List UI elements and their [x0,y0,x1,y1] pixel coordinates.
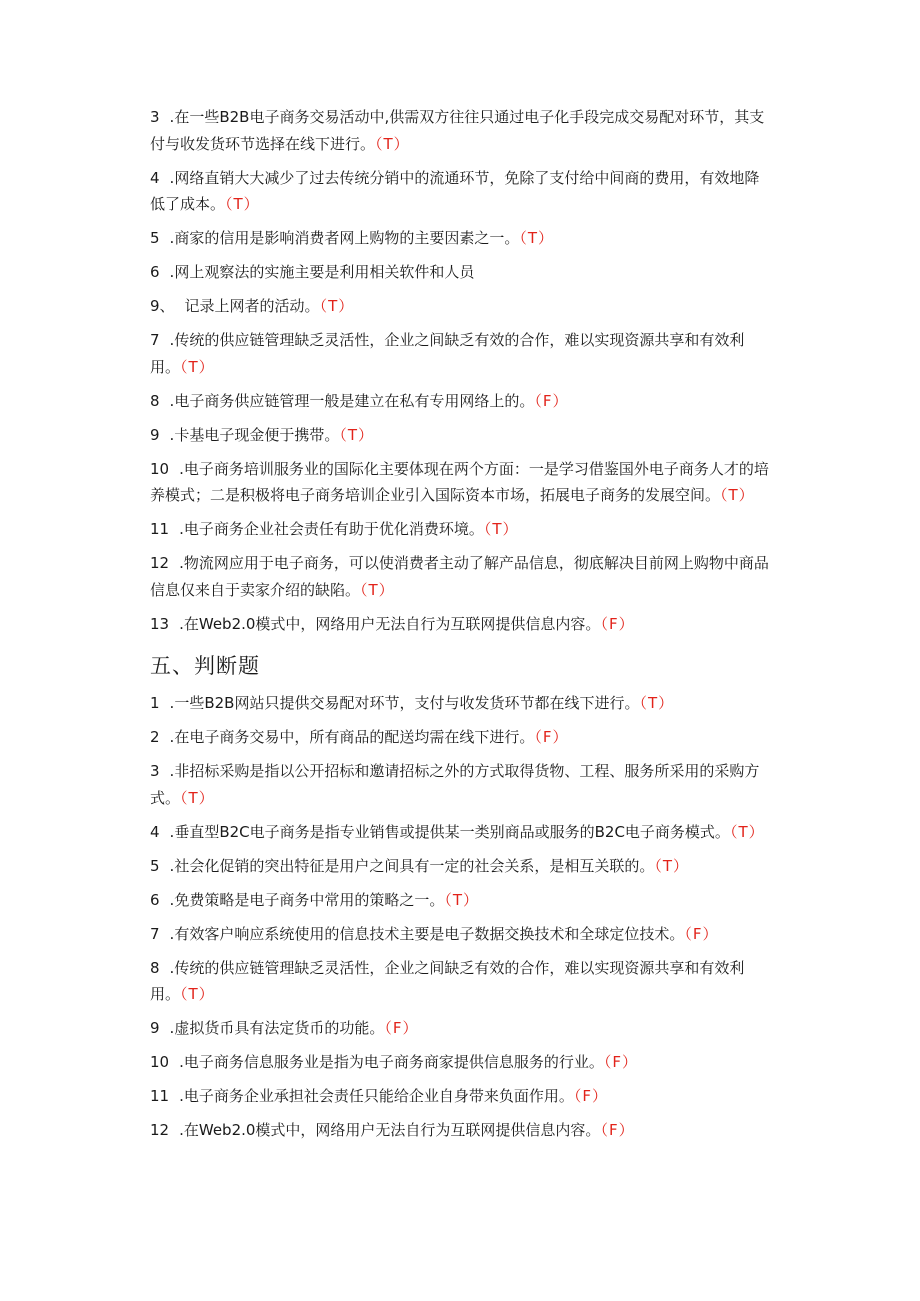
answer-mark: （F） [600,614,635,633]
question-number: 9 [150,1019,160,1037]
question-text: .网络直销大大减少了过去传统分销中的流通环节，免除了支付给中间商的费用，有效地降低了成本。 [150,168,760,213]
question-item [150,225,770,252]
question-text: .在Web2.0模式中，网络用户无法自行为互联网提供信息内容。 [179,1121,601,1139]
question-number: 7 [150,924,160,943]
answer-mark: （T） [639,694,675,712]
question-item [150,921,770,948]
question-number: 7 [150,331,160,349]
question-number: 9 [150,425,160,444]
question-text: .一些B2B网站只提供交易配对环节，支付与收发货环节都在线下进行。 [169,694,640,712]
question-item [150,1015,770,1042]
question-item [150,422,770,449]
document-content [150,104,770,1151]
question-text: .物流网应用于电子商务，可以使消费者主动了解产品信息，彻底解决目前网上购物中商品信息仅来自于卖家介绍的缺陷。 [150,554,769,599]
question-text: 记录上网者的活动。 [184,297,320,315]
question-number: 4 [150,822,160,841]
answer-mark: （T） [519,229,554,247]
question-text: .社会化促销的突出特征是用户之间具有一定的社会关系，是相互关联的。 [169,856,655,875]
answer-mark: （F） [534,391,569,410]
answer-mark: （T） [444,890,479,909]
question-number: 8 [150,391,160,410]
question-text: .电子商务企业社会责任有助于优化消费环境。 [179,520,484,538]
answer-mark: （T） [319,297,355,315]
question-number: 3 [150,108,160,126]
question-item [150,165,770,218]
question-item [150,955,770,1008]
answer-mark: （T） [720,486,755,504]
question-text: .网上观察法的实施主要是利用相关软件和人员 [169,263,475,281]
question-text: .有效客户响应系统使用的信息技术主要是电子数据交换技术和全球定位技术。 [169,924,685,943]
question-item [150,456,770,509]
question-text: .在一些B2B电子商务交易活动中,供需双方往往只通过电子化手段完成交易配对环节，其支付与收发货环节选择在线下进行。 [150,108,765,153]
question-item [150,611,770,638]
question-item [150,724,770,751]
question-text: .商家的信用是影响消费者网上购物的主要因素之一。 [169,229,520,247]
question-text: .卡基电子现金便于携带。 [169,425,340,444]
answer-mark: （T） [339,425,374,444]
answer-mark: （T） [180,788,215,807]
question-item [150,293,770,320]
question-number: 11 [150,1087,170,1105]
question-item [150,516,770,543]
question-text: .电子商务信息服务业是指为电子商务商家提供信息服务的行业。 [179,1053,604,1071]
question-number: 10 [150,459,170,478]
answer-mark: （T） [729,822,765,841]
question-text: .虚拟货币具有法定货币的功能。 [169,1019,385,1037]
question-text: .垂直型B2C电子商务是指专业销售或提供某一类别商品或服务的B2C电子商务模式。 [169,822,730,841]
question-number: 9、 [150,297,175,315]
question-number: 10 [150,1053,170,1071]
answer-mark: （F） [603,1053,639,1071]
question-number: 12 [150,554,170,572]
question-text: .在电子商务交易中，所有商品的配送均需在线下进行。 [169,728,535,746]
question-item [150,1049,770,1076]
question-item [150,104,770,157]
question-item [150,1117,770,1144]
answer-mark: （T） [654,856,689,875]
question-item [150,819,770,846]
question-item [150,853,770,880]
question-number: 11 [150,520,170,538]
question-text: .在Web2.0模式中，网络用户无法自行为互联网提供信息内容。 [179,614,601,633]
answer-mark: （T） [180,357,215,376]
question-number: 5 [150,856,160,875]
question-number: 1 [150,694,160,712]
answer-mark: （T） [180,985,215,1003]
answer-mark: （F） [600,1121,635,1139]
question-number: 4 [150,168,160,187]
question-text: .传统的供应链管理缺乏灵活性，企业之间缺乏有效的合作，难以实现资源共享和有效利用。 [150,958,745,1003]
question-number: 3 [150,762,160,780]
question-text: .电子商务供应链管理一般是建立在私有专用网络上的。 [169,391,535,410]
question-text: .非招标采购是指以公开招标和邀请招标之外的方式取得货物、工程、服务所采用的采购方式。 [150,762,760,807]
question-item [150,887,770,914]
answer-mark: （F） [573,1087,609,1105]
question-number: 8 [150,958,160,977]
question-item [150,1083,770,1110]
section-title: 五、判断题 [150,654,260,678]
question-text: .电子商务培训服务业的国际化主要体现在两个方面：一是学习借鉴国外电子商务人才的培养模式；二是积极将电子商务培训企业引入国际资本市场，拓展电子商务的发展空间。 [150,459,769,504]
question-number: 5 [150,229,160,247]
question-text: .传统的供应链管理缺乏灵活性，企业之间缺乏有效的合作，难以实现资源共享和有效利用。 [150,331,745,376]
question-number: 6 [150,263,160,281]
question-item [150,259,770,286]
answer-mark: （T） [375,134,410,153]
answer-mark: （F） [534,728,569,746]
question-item [150,758,770,811]
question-text: .免费策略是电子商务中常用的策略之一。 [169,890,445,909]
answer-mark: （T） [360,580,395,599]
question-number: 6 [150,890,160,909]
question-text: .电子商务企业承担社会责任只能给企业自身带来负面作用。 [179,1087,574,1105]
question-number: 13 [150,614,170,633]
answer-mark: （T） [225,195,260,213]
question-item [150,690,770,717]
answer-mark: （F） [684,924,719,943]
question-number: 12 [150,1121,170,1139]
question-item [150,388,770,415]
answer-mark: （T） [483,520,519,538]
answer-mark: （F） [384,1019,419,1037]
question-item [150,327,770,380]
question-number: 2 [150,728,160,746]
question-item [150,550,770,603]
